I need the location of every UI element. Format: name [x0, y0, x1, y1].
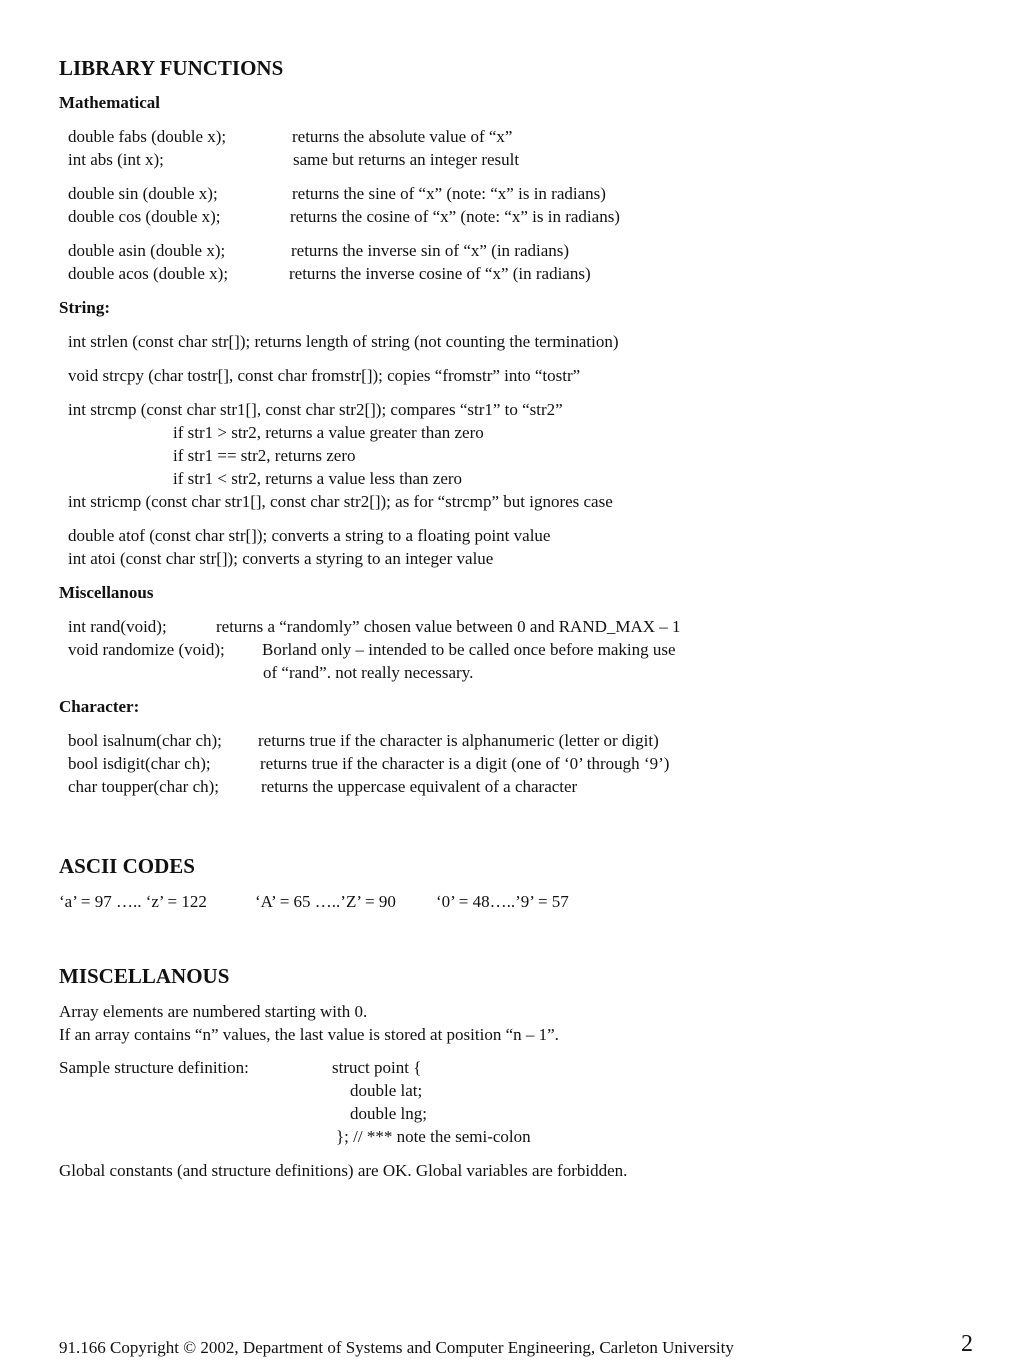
asin-description: returns the inverse sin of “x” (in radians)	[291, 241, 570, 260]
rand-signature: int rand(void);	[68, 617, 167, 636]
acos-description: returns the inverse cosine of “x” (in radians)	[289, 264, 591, 283]
isdigit-description: returns true if the character is a digit (one of ‘0’ through ‘9’)	[260, 754, 670, 773]
abs-description: same but returns an integer result	[293, 150, 520, 169]
miscellanous-heading: Miscellanous	[59, 583, 154, 602]
miscellanous-title: MISCELLANOUS	[59, 964, 230, 988]
isdigit-signature: bool isdigit(char ch);	[68, 754, 211, 773]
library-functions-title: LIBRARY FUNCTIONS	[59, 56, 284, 80]
array-last-value-note: If an array contains “n” values, the last value is stored at position “n – 1”.	[59, 1025, 559, 1044]
struct-line-close: }; // *** note the semi-colon	[336, 1127, 531, 1146]
struct-label: Sample structure definition:	[59, 1058, 249, 1077]
ascii-lowercase: ‘a’ = 97 ….. ‘z’ = 122	[59, 892, 207, 911]
string-heading: String:	[59, 298, 110, 317]
globals-note: Global constants (and structure definitions) are OK. Global variables are forbidden.	[59, 1161, 628, 1180]
character-heading: Character:	[59, 697, 140, 716]
stricmp-line: int stricmp (const char str1[], const char str2[]); as for “strcmp” but ignores case	[68, 492, 613, 511]
array-numbering-note: Array elements are numbered starting with 0.	[59, 1002, 368, 1021]
cos-description: returns the cosine of “x” (note: “x” is in radians)	[290, 207, 620, 226]
cos-signature: double cos (double x);	[68, 207, 221, 226]
asin-signature: double asin (double x);	[68, 241, 226, 260]
sin-description: returns the sine of “x” (note: “x” is in radians)	[292, 184, 606, 203]
randomize-signature: void randomize (void);	[68, 640, 225, 659]
ascii-digits: ‘0’ = 48…..’9’ = 57	[436, 892, 569, 911]
rand-description: returns a “randomly” chosen value between 0 and RAND_MAX – 1	[216, 617, 681, 636]
struct-line-open: struct point {	[332, 1058, 422, 1077]
atof-line: double atof (const char str[]); converts a string to a floating point value	[68, 526, 551, 545]
ascii-uppercase: ‘A’ = 65 …..’Z’ = 90	[255, 892, 396, 911]
toupper-signature: char toupper(char ch);	[68, 777, 220, 796]
strlen-line: int strlen (const char str[]); returns length of string (not counting the termination)	[68, 332, 619, 351]
page-number: 2	[961, 1331, 973, 1357]
atoi-line: int atoi (const char str[]); converts a styring to an integer value	[68, 549, 494, 568]
fabs-signature: double fabs (double x);	[68, 127, 227, 146]
strcmp-greater: if str1 > str2, returns a value greater than zero	[173, 423, 484, 442]
randomize-description: Borland only – intended to be called once before making use	[262, 640, 676, 659]
abs-signature: int abs (int x);	[68, 150, 164, 169]
toupper-description: returns the uppercase equivalent of a character	[261, 777, 578, 796]
struct-line-lat: double lat;	[350, 1081, 423, 1100]
strcmp-line: int strcmp (const char str1[], const char str2[]); compares “str1” to “str2”	[68, 400, 563, 419]
ascii-codes-title: ASCII CODES	[59, 854, 195, 878]
fabs-description: returns the absolute value of “x”	[292, 127, 513, 146]
isalnum-signature: bool isalnum(char ch);	[68, 731, 222, 750]
acos-signature: double acos (double x);	[68, 264, 229, 283]
mathematical-heading: Mathematical	[59, 93, 161, 112]
strcpy-line: void strcpy (char tostr[], const char fromstr[]); copies “fromstr” into “tostr”	[68, 366, 581, 385]
randomize-description-cont: of “rand”. not really necessary.	[263, 663, 474, 682]
sin-signature: double sin (double x);	[68, 184, 218, 203]
isalnum-description: returns true if the character is alphanumeric (letter or digit)	[258, 731, 659, 750]
strcmp-less: if str1 < str2, returns a value less than zero	[173, 469, 463, 488]
footer-copyright: 91.166 Copyright © 2002, Department of Systems and Computer Engineering, Carleton University	[59, 1338, 734, 1357]
strcmp-equal: if str1 == str2, returns zero	[173, 446, 356, 465]
struct-line-lng: double lng;	[350, 1104, 427, 1123]
